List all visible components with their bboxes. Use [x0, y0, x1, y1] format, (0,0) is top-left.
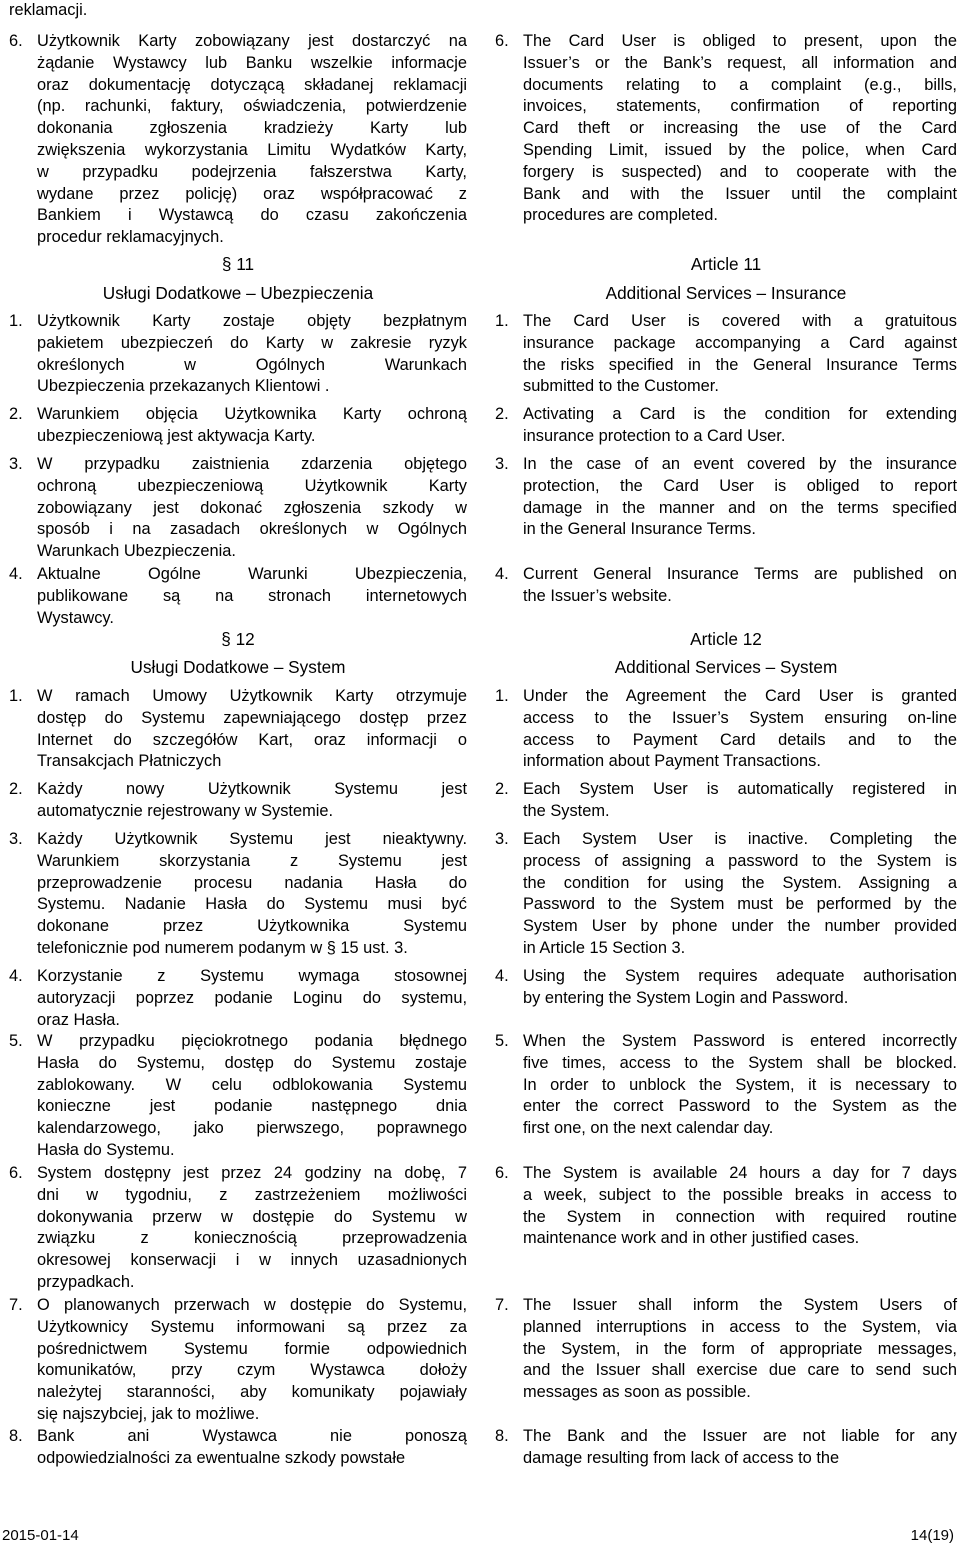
- article-11-clause-4-en: [495, 564, 957, 608]
- article-11-clause-1: [9, 311, 467, 398]
- clause-line: Password to the System must be performed by the: [523, 895, 957, 914]
- clause-line: Spending Limit, issued by the police, when Card: [523, 140, 957, 159]
- clause-line: damage resulting from lack of access to the: [523, 1448, 840, 1467]
- article-11-clause-4: [9, 564, 467, 629]
- clause-line: związku z koniecznością przeprowadzenia: [37, 1229, 467, 1248]
- clause-line: zablokowany. W celu odblokowania Systemu: [37, 1075, 467, 1094]
- clause-line: messages as soon as possible.: [523, 1383, 751, 1402]
- clause-number: 4.: [495, 565, 509, 583]
- clause-line: Każdy nowy Użytkownik Systemu jest: [37, 780, 467, 798]
- article-11-number-en: Article 11: [690, 254, 762, 274]
- clause-line: process of assigning a password to the System is: [523, 851, 957, 870]
- clause-line: zobowiązany jest dokonać zgłoszenia szkody w: [37, 498, 467, 517]
- clause-6: [9, 31, 467, 249]
- clause-line: submitted to the Customer.: [523, 377, 719, 396]
- clause-line: protection, the Card User is obliged to report: [523, 476, 957, 495]
- clause-line: insurance protection to a Card User.: [523, 426, 786, 445]
- clause-line: procedures are completed.: [523, 206, 718, 225]
- article-12-title-en: Additional Services – System: [614, 657, 838, 677]
- clause-number: 1.: [9, 312, 23, 330]
- article-12-clause-5-en: [495, 1031, 957, 1140]
- clause-line: Systemu. Nadanie Hasła do Systemu musi być: [37, 895, 467, 914]
- clause-line: Under the Agreement the Card User is granted: [523, 687, 957, 705]
- clause-number: 7.: [495, 1296, 509, 1314]
- article-12-number-en: Article 12: [690, 629, 762, 649]
- article-12-clause-3: [9, 829, 467, 960]
- clause-line: oraz dokumentację dotyczącą składanej reklamacji: [37, 75, 467, 94]
- clause-line: planned interruptions in access to the System, via: [523, 1317, 957, 1336]
- clause-line: maintenance work and in other justified cases.: [523, 1229, 860, 1248]
- article-11-clause-1-en: [495, 311, 957, 398]
- clause-line: Issuer’s or the Bank’s request, all information and: [523, 53, 957, 72]
- clause-line: kalendarzowego, jako pierwszego, poprawnego: [37, 1119, 467, 1138]
- clause-line: the System, in the form of appropriate messages,: [523, 1339, 957, 1358]
- clause-line: the condition for using the System. Assigning a: [523, 873, 957, 892]
- clause-number: 6.: [495, 1164, 509, 1182]
- clause-line: access to the Issuer’s System ensuring on-line: [523, 708, 957, 727]
- clause-line: In the case of an event covered by the insurance: [523, 455, 957, 473]
- clause-line: żądanie Wystawcy lub Banku wszelkie informacje: [37, 53, 467, 72]
- clause-line: ubezpieczeniową jest aktywacja Karty.: [37, 426, 316, 445]
- clause-line: Warunkiem skorzystania z Systemu jest: [37, 851, 467, 870]
- clause-line: Użytkownik Karty zobowiązany jest dostarczyć na: [37, 32, 467, 50]
- clause-line: dokonania zgłoszenia kradzieży Karty lub: [37, 119, 467, 138]
- footer-page-number: 14(19): [910, 1527, 954, 1544]
- clause-line: komunikatów, przy czym Wystawca dołoży: [37, 1361, 467, 1380]
- clause-line: dokonywania przerw w dostępie do Systemu w: [37, 1207, 467, 1226]
- clause-line: Internet do szczegółów Kart, oraz informacji o: [37, 730, 467, 749]
- clause-number: 6.: [495, 32, 509, 50]
- clause-line: information about Payment Transactions.: [523, 752, 821, 771]
- clause-line: first one, on the next calendar day.: [523, 1119, 774, 1138]
- clause-line: The System is available 24 hours a day for 7 days: [523, 1164, 957, 1182]
- clause-line: Aktualne Ogólne Warunki Ubezpieczenia,: [37, 565, 467, 583]
- clause-line: sposób i na zasadach określonych w Ogólnych: [37, 520, 467, 539]
- clause-number: 2.: [9, 780, 23, 798]
- clause-line: The Card User is obliged to present, upon the: [523, 32, 957, 50]
- clause-line: by entering the System Login and Password.: [523, 988, 849, 1007]
- clause-number: 5.: [9, 1032, 23, 1050]
- clause-line: telefonicznie pod numerem podanym w § 15 ust. 3.: [37, 938, 408, 957]
- clause-number: 3.: [9, 455, 23, 473]
- clause-line: automatycznie rejestrowany w Systemie.: [37, 801, 334, 820]
- clause-line: O planowanych przerwach w dostępie do Systemu,: [37, 1296, 467, 1314]
- clause-line: oraz Hasła.: [37, 1010, 120, 1029]
- clause-line: Użytkownicy Systemu informowani są przez za: [37, 1317, 467, 1336]
- clause-line: in the General Insurance Terms.: [523, 520, 756, 539]
- clause-number: 1.: [9, 687, 23, 705]
- clause-number: 2.: [495, 405, 509, 423]
- clause-line: Each System User is automatically registered in: [523, 780, 957, 798]
- footer-date: 2015-01-14: [2, 1527, 79, 1544]
- clause-line: Activating a Card is the condition for extending: [523, 405, 957, 423]
- clause-line: W przypadku zaistnienia zdarzenia objętego: [37, 455, 467, 473]
- article-12-clause-3-en: [495, 829, 957, 960]
- clause-number: 1.: [495, 312, 509, 330]
- clause-line: and the Issuer shall exercise due care to send such: [523, 1361, 957, 1380]
- clause-number: 2.: [9, 405, 23, 423]
- clause-line: odpowiedzialności za ewentualne szkody powstałe: [37, 1448, 406, 1467]
- clause-line: The Issuer shall inform the System Users of: [523, 1296, 957, 1314]
- article-12-clause-5: [9, 1031, 467, 1162]
- clause-line: the risks specified in the General Insurance Terms: [523, 355, 957, 374]
- clause-line: dokonane przez Użytkownika Systemu: [37, 917, 467, 936]
- clause-line: W przypadku pięciokrotnego podania błędnego: [37, 1032, 467, 1050]
- clause-line: Card theft or increasing the use of the Card: [523, 119, 957, 138]
- intro-tail: reklamacji.: [9, 1, 88, 19]
- clause-line: The Card User is covered with a gratuitous: [523, 312, 957, 330]
- article-12-clause-7: [9, 1295, 467, 1426]
- clause-line: in Article 15 Section 3.: [523, 938, 686, 957]
- clause-line: procedur reklamacyjnych.: [37, 228, 224, 247]
- clause-6-en: [495, 31, 957, 227]
- clause-line: dni w tygodniu, z zastrzeżeniem możliwości: [37, 1185, 467, 1204]
- clause-line: dostęp do Systemu zapewniającego dostęp przez: [37, 708, 467, 727]
- clause-line: Transakcjach Płatniczych: [37, 752, 222, 771]
- clause-line: przeprowadzenie procesu nadania Hasła do: [37, 873, 467, 892]
- clause-line: się najszybciej, jak to możliwe.: [37, 1404, 260, 1423]
- clause-line: damage in the manner and on the terms specified: [523, 498, 957, 517]
- clause-line: Korzystanie z Systemu wymaga stosownej: [37, 967, 467, 985]
- clause-line: a week, subject to the possible breaks in access to: [523, 1185, 957, 1204]
- clause-number: 2.: [495, 780, 509, 798]
- clause-line: In order to unblock the System, it is necessary to: [523, 1075, 957, 1094]
- clause-line: należytej staranności, aby komunikaty pojawiały: [37, 1383, 467, 1402]
- article-11-title-en: Additional Services – Insurance: [605, 283, 847, 303]
- clause-number: 3.: [9, 830, 23, 848]
- clause-number: 7.: [9, 1296, 23, 1314]
- clause-line: The Bank and the Issuer are not liable for any: [523, 1427, 957, 1445]
- clause-line: Using the System requires adequate authorisation: [523, 967, 957, 985]
- clause-line: System dostępny jest przez 24 godziny na dobę, 7: [37, 1164, 467, 1182]
- clause-line: invoices, statements, confirmation of reporting: [523, 97, 957, 116]
- clause-line: określonych w Ogólnych Warunkach: [37, 355, 467, 374]
- article-12-clause-2-en: [495, 779, 957, 823]
- clause-line: Każdy Użytkownik Systemu jest nieaktywny.: [37, 830, 467, 848]
- clause-line: the System.: [523, 801, 610, 820]
- clause-line: autoryzacji poprzez podanie Loginu do systemu,: [37, 988, 467, 1007]
- clause-line: konieczne jest podanie następnego dnia: [37, 1097, 467, 1116]
- clause-line: insurance package accompanying a Card against: [523, 333, 957, 352]
- article-12-clause-2: [9, 779, 467, 823]
- clause-line: Warunkiem objęcia Użytkownika Karty ochroną: [37, 405, 467, 423]
- clause-line: pośrednictwem Systemu formie odpowiednich: [37, 1339, 467, 1358]
- clause-line: Wystawcy.: [37, 608, 114, 627]
- article-12-clause-4: [9, 966, 467, 1031]
- clause-number: 3.: [495, 455, 509, 473]
- article-12-clause-1: [9, 686, 467, 773]
- clause-line: documents relating to a complaint (e.g., bills,: [523, 75, 957, 94]
- clause-number: 1.: [495, 687, 509, 705]
- article-12-clause-6: [9, 1163, 467, 1294]
- clause-line: five times, access to the System shall be blocked.: [523, 1053, 957, 1072]
- clause-line: the System in connection with required routine: [523, 1207, 957, 1226]
- clause-line: Bank ani Wystawca nie ponoszą: [37, 1427, 467, 1445]
- article-11-number: § 11: [221, 254, 255, 274]
- clause-line: Hasła do Systemu.: [37, 1140, 175, 1159]
- clause-line: wydane przez policję) oraz współpracować z: [37, 184, 467, 203]
- clause-number: 6.: [9, 32, 23, 50]
- clause-line: okresowej konserwacji i w innych uzasadnionych: [37, 1251, 467, 1270]
- article-11-clause-3: [9, 454, 467, 563]
- article-12-clause-7-en: [495, 1295, 957, 1404]
- clause-line: W ramach Umowy Użytkownik Karty otrzymuje: [37, 687, 467, 705]
- clause-line: zwiększenia wykorzystania Limitu Wydatków Karty,: [37, 140, 467, 159]
- clause-line: Current General Insurance Terms are published on: [523, 565, 957, 583]
- clause-line: When the System Password is entered incorrectly: [523, 1032, 957, 1050]
- clause-line: publikowane są na stronach internetowych: [37, 586, 467, 605]
- clause-line: System User by phone under the number provided: [523, 917, 957, 936]
- clause-number: 4.: [495, 967, 509, 985]
- clause-line: Ubezpieczenia przekazanych Klientowi .: [37, 377, 330, 396]
- clause-line: the Issuer’s website.: [523, 586, 672, 605]
- clause-line: Użytkownik Karty zostaje objęty bezpłatnym: [37, 312, 467, 330]
- article-12-clause-4-en: [495, 966, 957, 1010]
- article-11-clause-2: [9, 404, 467, 448]
- clause-line: Hasła do Systemu, dostęp do Systemu zostaje: [37, 1053, 467, 1072]
- article-12-clause-8: [9, 1426, 467, 1470]
- clause-line: Bankiem i Wystawcą do czasu zakończenia: [37, 206, 467, 225]
- clause-number: 8.: [9, 1427, 23, 1445]
- clause-line: Warunkach Ubezpieczenia.: [37, 542, 236, 561]
- clause-number: 6.: [9, 1164, 23, 1182]
- article-12-clause-8-en: [495, 1426, 957, 1470]
- clause-line: Each System User is inactive. Completing the: [523, 830, 957, 848]
- clause-number: 4.: [9, 565, 23, 583]
- clause-line: access to Payment Card details and to the: [523, 730, 957, 749]
- clause-number: 3.: [495, 830, 509, 848]
- clause-line: Bank and with the Issuer until the complaint: [523, 184, 957, 203]
- article-12-title: Usługi Dodatkowe – System: [130, 657, 346, 677]
- article-11-clause-3-en: [495, 454, 957, 541]
- article-12-number: § 12: [221, 629, 255, 649]
- article-11-clause-2-en: [495, 404, 957, 448]
- clause-line: pakietem ubezpieczeń do Karty w zakresie ryzyk: [37, 333, 467, 352]
- clause-number: 4.: [9, 967, 23, 985]
- clause-number: 8.: [495, 1427, 509, 1445]
- article-12-clause-6-en: [495, 1163, 957, 1250]
- clause-line: (np. rachunki, faktury, oświadczenia, potwierdzenie: [37, 97, 467, 116]
- clause-number: 5.: [495, 1032, 509, 1050]
- clause-line: ochroną ubezpieczeniową Użytkownik Karty: [37, 476, 467, 495]
- article-11-title: Usługi Dodatkowe – Ubezpieczenia: [102, 283, 374, 303]
- clause-line: w przypadku podejrzenia fałszerstwa Karty,: [37, 162, 467, 181]
- clause-line: forgery is suspected) and to cooperate with the: [523, 162, 957, 181]
- clause-line: enter the correct Password to the System as the: [523, 1097, 957, 1116]
- article-12-clause-1-en: [495, 686, 957, 773]
- clause-line: przypadkach.: [37, 1272, 135, 1291]
